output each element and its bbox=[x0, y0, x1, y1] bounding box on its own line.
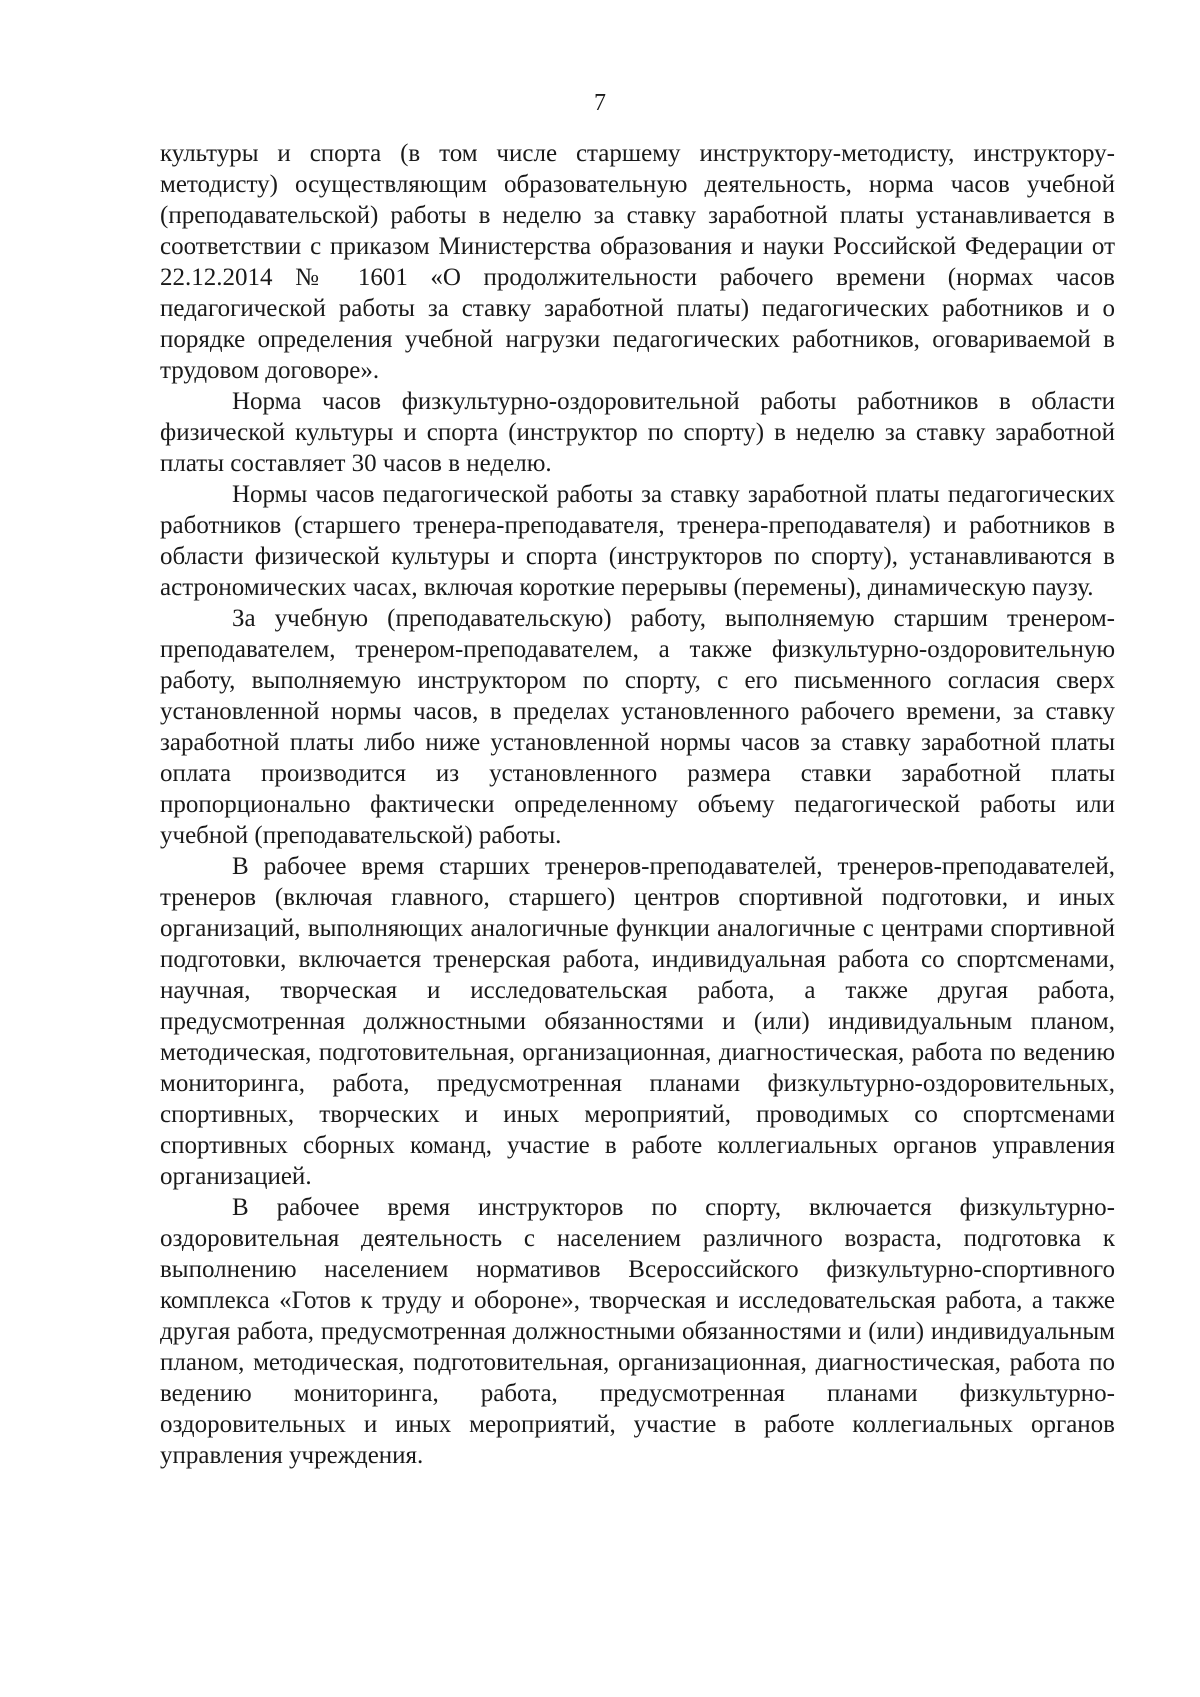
paragraph-instructors-working-time: В рабочее время инструкторов по спорту, включается физкультурно-оздоровительная деятельность с населением различного возраста, подготовка к выполнению населением нормативов Всероссийского физкультурно-спортивного комплекса «Готов к труду и обороне», творческая и исследовательская работа, а также другая работа, предусмотренная должностными обязанностями и (или) индивидуальным планом, методическая, подготовительная, организационная, диагностическая, работа по ведению мониторинга, работа, предусмотренная планами физкультурно-оздоровительных и иных мероприятий, участие в работе коллегиальных органов управления учреждения. bbox=[160, 1194, 1115, 1469]
paragraph-coaches-working-time: В рабочее время старших тренеров-преподавателей, тренеров-преподавателей, тренеров (включая главного, старшего) центров спортивной подготовки, и иных организаций, выполняющих аналогичные функции аналогичные с центрами спортивной подготовки, включается тренерская работа, индивидуальная работа со спортсменами, научная, творческая и исследовательская работа, а также другая работа, предусмотренная должностными обязанностями и (или) индивидуальным планом, методическая, подготовительная, организационная, диагностическая, работа по ведению мониторинга, работа, предусмотренная планами физкультурно-оздоровительных, спортивных, творческих и иных мероприятий, проводимых со спортсменами спортивных сборных команд, участие в работе коллегиальных органов управления организацией. bbox=[160, 853, 1115, 1190]
page-number: 7 bbox=[594, 90, 606, 116]
paragraph-payment-for-teaching: За учебную (преподавательскую) работу, выполняемую старшим тренером-преподавателем, тренером-преподавателем, а также физкультурно-оздоровительную работу, выполняемую инструктором по спорту, с его письменного согласия сверх установленной нормы часов, в пределах установленного рабочего времени, за ставку заработной платы либо ниже установленной нормы часов за ставку заработной платы оплата производится из установленного размера ставки заработной платы пропорционально фактически определенному объему педагогической работы или учебной (преподавательской) работы. bbox=[160, 605, 1115, 849]
document-body bbox=[160, 138, 1115, 1471]
paragraph-continuation: культуры и спорта (в том числе старшему инструктору-методисту, инструктору-методисту) осуществляющим образовательную деятельность, норма часов учебной (преподавательской) работы в неделю за ставку заработной платы устанавливается в соответствии с приказом Министерства образования и науки Российской Федерации от 22.12.2014 № 1601 «О продолжительности рабочего времени (нормах часов педагогической работы за ставку заработной платы) педагогических работников и о порядке определения учебной нагрузки педагогических работников, оговариваемой в трудовом договоре». bbox=[160, 140, 1115, 384]
paragraph-fitness-hours-norm: Норма часов физкультурно-оздоровительной работы работников в области физической культуры и спорта (инструктор по спорту) в неделю за ставку заработной платы составляет 30 часов в неделю. bbox=[160, 388, 1115, 477]
paragraph-pedagogical-hours-norms: Нормы часов педагогической работы за ставку заработной платы педагогических работников (старшего тренера-преподавателя, тренера-преподавателя) и работников в области физической культуры и спорта (инструкторов по спорту), устанавливаются в астрономических часах, включая короткие перерывы (перемены), динамическую паузу. bbox=[160, 481, 1115, 601]
